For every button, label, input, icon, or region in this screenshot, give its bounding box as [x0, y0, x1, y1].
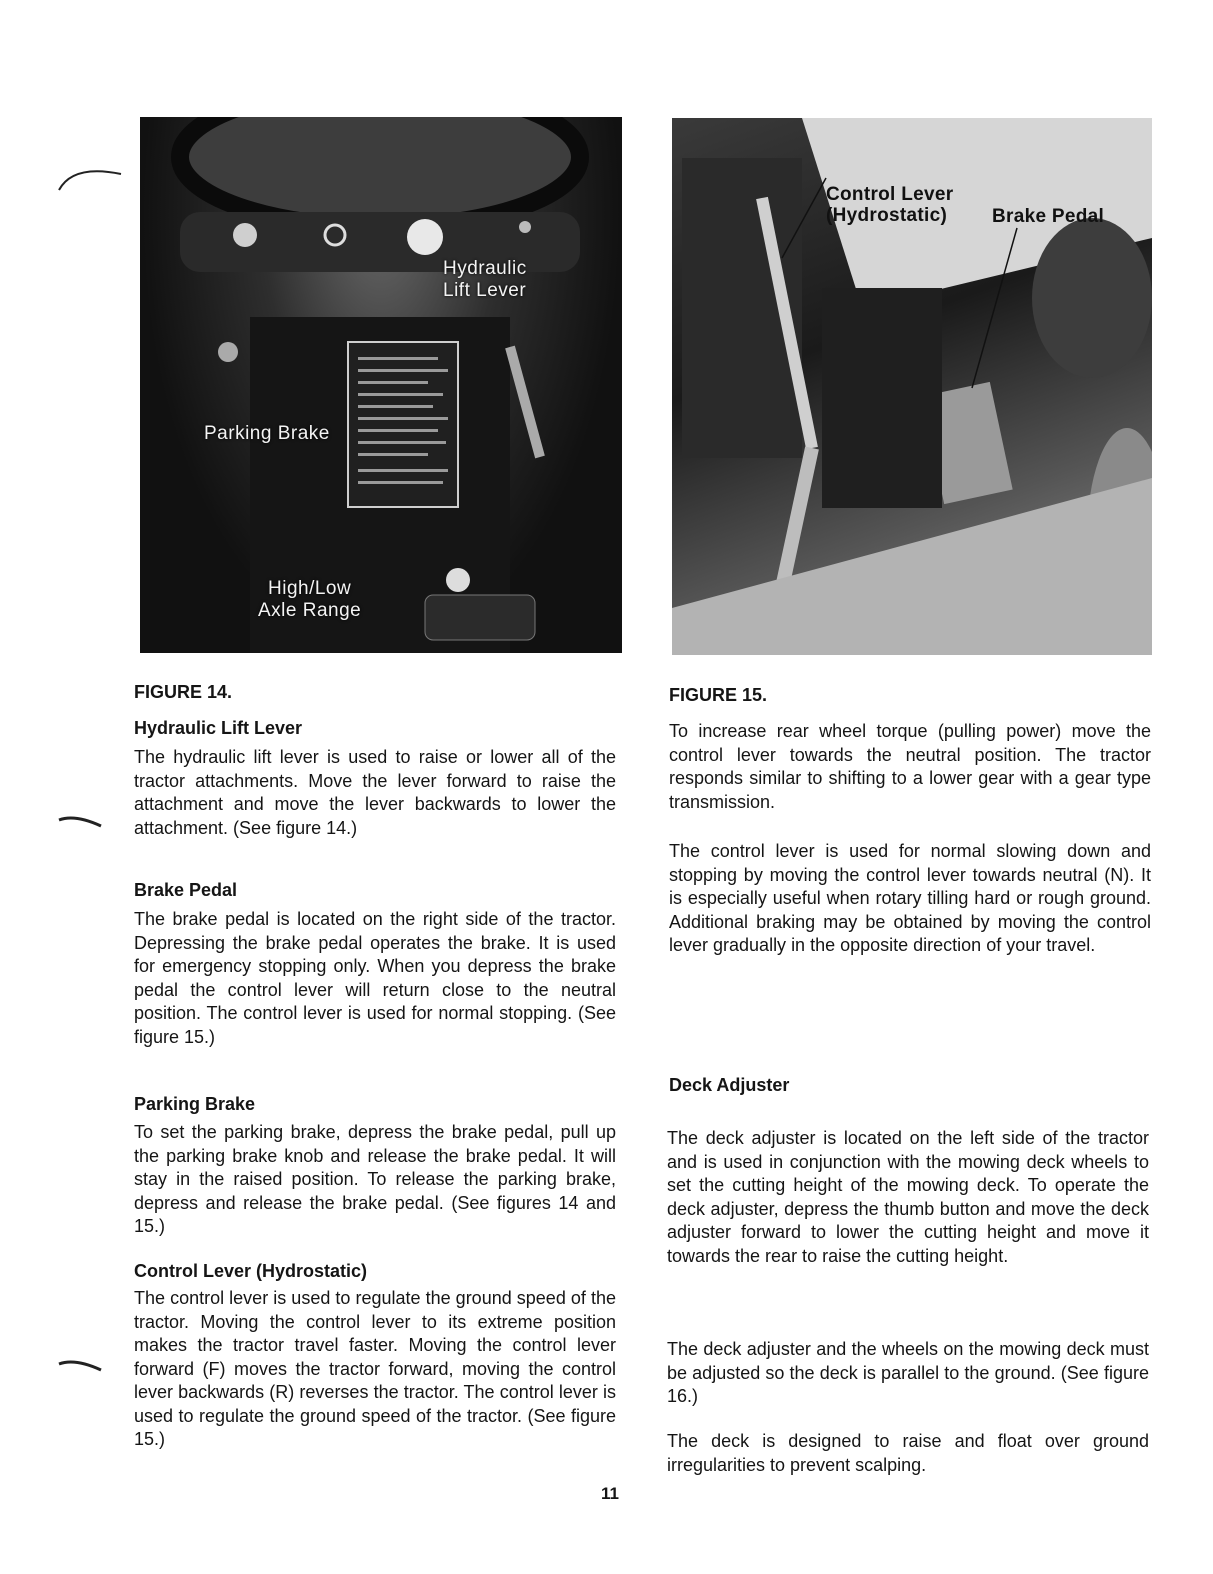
page-number: 11 — [601, 1484, 619, 1503]
binding-mark-bottom — [55, 1356, 105, 1376]
tractor-dashboard-illustration — [140, 117, 622, 653]
heading-hydraulic-lift-lever: Hydraulic Lift Lever — [134, 718, 303, 738]
paragraph-slowing-down: The control lever is used for normal slowing down and stopping by moving the control lever towards neutral (N). It is especially useful when rotary tilling hard or rough ground. Additional braking may be obtained by moving the control lever gradually in the opposite direction of your travel. — [669, 841, 1151, 955]
heading-brake-pedal: Brake Pedal — [134, 880, 238, 900]
binding-mark-middle — [55, 812, 105, 832]
heading-parking-brake: Parking Brake — [134, 1094, 256, 1114]
paragraph-brake-pedal: The brake pedal is located on the right side of the tractor. Depressing the brake pedal operates the brake. It is used for emergency stopping only. When you depress the brake pedal the control lever will return close to the neutral position. The control lever is used for normal stopping. (See figure 15.) — [134, 909, 616, 1047]
figure-14-photo — [140, 117, 622, 653]
paragraph-hydraulic-lift-lever: The hydraulic lift lever is used to raise or lower all of the tractor attachments. Move the lever forward to raise the attachment and move the lever backwards to lower the attachment. (See figure 14.) — [134, 747, 616, 838]
paragraph-deck-float: The deck is designed to raise and float over ground irregularities to prevent scalping. — [667, 1431, 1149, 1475]
paragraph-deck-adjuster-parallel: The deck adjuster and the wheels on the mowing deck must be adjusted so the deck is parallel to the ground. (See figure 16.) — [667, 1339, 1149, 1406]
paragraph-deck-adjuster-location: The deck adjuster is located on the left side of the tractor and is used in conjunction with the mowing deck wheels to set the cutting height of the mowing deck. To operate the deck adjuster, depress the thumb button and move the deck adjuster forward to lower the cutting height and move it towards the rear to raise the cutting height. — [667, 1128, 1149, 1266]
paragraph-rear-wheel-torque: To increase rear wheel torque (pulling power) move the control lever towards the neutral position. The tractor responds similar to shifting to a lower gear with a gear type transmission. — [669, 721, 1151, 812]
paragraph-parking-brake: To set the parking brake, depress the brake pedal, pull up the parking brake knob and release the brake pedal. It will stay in the raised position. To release the parking brake, depress and release the brake pedal. (See figures 14 and 15.) — [134, 1122, 616, 1236]
figure-15-photo — [672, 118, 1152, 655]
heading-deck-adjuster: Deck Adjuster — [669, 1075, 790, 1095]
figure-15-label: FIGURE 15. — [669, 685, 768, 705]
callout-parking-brake: Parking Brake — [204, 423, 330, 444]
callout-control-lever: Control Lever (Hydrostatic) — [826, 184, 954, 226]
callout-hydraulic-lift-lever: Hydraulic Lift Lever — [443, 258, 527, 301]
figure-14-label: FIGURE 14. — [134, 682, 233, 702]
binding-mark-top — [55, 160, 125, 200]
callout-axle-range: High/Low Axle Range — [258, 578, 362, 621]
callout-brake-pedal: Brake Pedal — [992, 206, 1105, 227]
heading-control-lever: Control Lever (Hydrostatic) — [134, 1261, 368, 1281]
paragraph-control-lever: The control lever is used to regulate the ground speed of the tractor. Moving the control lever to its extreme position makes the tractor travel faster. Moving the control lever forward (F) moves the tractor forward, moving the control lever backwards (R) reverses the tractor. The control lever is used to regulate the ground speed of the tractor. (See figure 15.) — [134, 1288, 616, 1449]
